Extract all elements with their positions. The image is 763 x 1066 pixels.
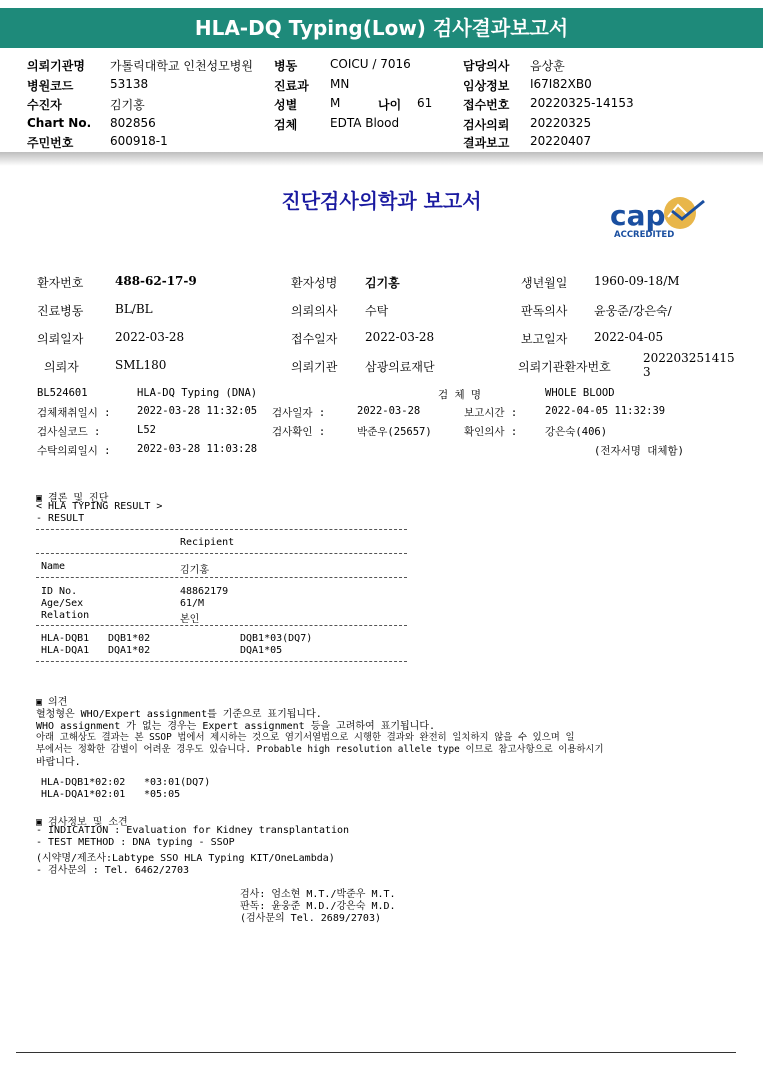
- test-code: BL524601: [37, 387, 88, 399]
- chart-no-value: 802856: [110, 116, 156, 130]
- table-divider: [36, 529, 407, 530]
- resident-no-label: 주민번호: [27, 136, 74, 150]
- reagent-line: (시약명/제조사:Labtype SSO HLA Typing KIT/OneLambda): [36, 853, 335, 864]
- id-value: 48862179: [180, 586, 229, 597]
- opinion-line: 혈청형은 WHO/Expert assignment를 기준으로 표기됩니다.: [36, 709, 322, 720]
- institution-value: 삼광의료재단: [365, 360, 435, 374]
- summary-divider: [0, 152, 763, 166]
- test-date-value: 2022-03-28: [357, 405, 421, 417]
- svg-text:ACCREDITED: ACCREDITED: [614, 230, 675, 240]
- report-header-bar: [0, 8, 763, 48]
- request-date-label: 의뢰일자: [37, 332, 84, 346]
- svg-text:cap: cap: [610, 199, 666, 232]
- table-divider: [36, 661, 407, 662]
- age-label: 나이: [378, 98, 402, 112]
- hr-dqa1: HLA-DQA1*02:01: [41, 789, 126, 800]
- hospital-code-value: 53138: [110, 77, 149, 91]
- specimen-label: 검체: [274, 118, 298, 132]
- recipient-header: Recipient: [180, 537, 235, 548]
- ward-value: COICU / 7016: [330, 57, 411, 71]
- opinion-line: WHO assignment 가 없는 경우는 Expert assignment 등을 고려하여 표기됩니다.: [36, 721, 436, 732]
- receipt-date-value: 2022-03-28: [365, 330, 435, 344]
- patient-value: 김기홍: [110, 98, 145, 112]
- ward-grid-value: BL/BL: [115, 302, 153, 316]
- confirm-value: 박준우(25657): [357, 426, 432, 438]
- relation-value: 본인: [180, 614, 200, 625]
- id-label: ID No.: [41, 586, 78, 597]
- collect-label: 검체채취일시 :: [37, 407, 111, 419]
- dqb1-allele-1: DQB1*02: [108, 633, 151, 644]
- commission-value: 2022-03-28 11:03:28: [137, 443, 258, 455]
- result-value: 20220407: [530, 134, 592, 148]
- request-label: 검사의뢰: [463, 118, 510, 132]
- hospital-value: 가톨릭대학교 인천성모병원: [110, 59, 253, 73]
- agesex-value: 61/M: [180, 598, 205, 609]
- clinical-value: I67I82XB0: [530, 77, 592, 91]
- chart-no-label: Chart No.: [27, 116, 92, 130]
- specimen-name-label: 검 체 명: [438, 389, 482, 401]
- relation-label: Relation: [41, 610, 90, 621]
- hr-dqa1-alt: *05:05: [144, 789, 181, 800]
- table-divider: [36, 553, 407, 554]
- confirm-doctor-label: 확인의사 :: [464, 426, 518, 438]
- agesex-label: Age/Sex: [41, 598, 84, 609]
- dob-value: 1960-09-18/M: [594, 274, 680, 288]
- report-header-title: HLA-DQ Typing(Low) 검사결과보고서: [194, 16, 569, 40]
- conclusion-subheading: < HLA TYPING RESULT >: [36, 501, 163, 512]
- specimen-value: EDTA Blood: [330, 116, 400, 130]
- confirm-doctor-value: 강은숙(406): [545, 426, 608, 438]
- details-heading: ▣ 검사정보 및 소견: [36, 817, 128, 828]
- dqa1-allele-1: DQA1*02: [108, 645, 151, 656]
- cap-accredited-logo: [610, 195, 710, 241]
- signature-reader: 판독: 윤웅준 M.D./강은숙 M.D.: [240, 901, 396, 912]
- inst-patient-no-label: 의뢰기관환자번호: [518, 360, 611, 374]
- request-value: 20220325: [530, 116, 592, 130]
- ward-label: 병동: [274, 59, 298, 73]
- hospital-code-label: 병원코드: [27, 79, 74, 93]
- doctor-label: 담당의사: [463, 59, 510, 73]
- inquiry-line: - 검사문의 : Tel. 6462/2703: [36, 865, 190, 876]
- specimen-name-value: WHOLE BLOOD: [545, 387, 615, 399]
- commission-label: 수탁의뢰일시 :: [37, 445, 111, 457]
- opinion-line: 부에서는 정확한 감별이 어려운 경우도 있습니다. Probable high resolution allele type 이므로 참고사항으로 이용하시기: [36, 744, 604, 755]
- hospital-label: 의뢰기관명: [27, 59, 85, 73]
- doctor-value: 음상훈: [530, 59, 565, 73]
- lab-code-value: L52: [137, 424, 156, 436]
- reader-value: 윤웅준/강은숙/: [594, 304, 672, 318]
- lab-code-label: 검사실코드 :: [37, 426, 101, 438]
- receipt-no-label: 접수번호: [463, 98, 510, 112]
- test-name: HLA-DQ Typing (DNA): [137, 387, 258, 399]
- receipt-date-label: 접수일자: [291, 332, 338, 346]
- reader-label: 판독의사: [521, 304, 568, 318]
- patient-name-value: 김기홍: [365, 276, 400, 290]
- dept-label: 진료과: [274, 79, 309, 93]
- dqa1-label: HLA-DQA1: [41, 645, 90, 656]
- report-date-label: 보고일자: [521, 332, 568, 346]
- conclusion-heading: ▣ 결론 및 진단: [36, 493, 109, 504]
- patient-label: 수진자: [27, 98, 62, 112]
- table-divider: [36, 577, 407, 578]
- dqb1-allele-2: DQB1*03(DQ7): [240, 633, 313, 644]
- receipt-no-value: 20220325-14153: [530, 96, 634, 110]
- report-time-value: 2022-04-05 11:32:39: [545, 405, 666, 417]
- signature-contact: (검사문의 Tel. 2689/2703): [240, 913, 381, 924]
- opinion-heading: ▣ 의견: [36, 697, 68, 708]
- dqa1-allele-2: DQA1*05: [240, 645, 283, 656]
- doctor-grid-value: 수탁: [365, 304, 389, 318]
- sex-label: 성별: [274, 98, 298, 112]
- patient-no-value: 488-62-17-9: [115, 274, 197, 288]
- hr-dqb1: HLA-DQB1*02:02: [41, 777, 126, 788]
- hr-dqb1-alt: *03:01(DQ7): [144, 777, 211, 788]
- requester-label: 의뢰자: [44, 360, 79, 374]
- age-value: 61: [417, 96, 433, 110]
- request-date-value: 2022-03-28: [115, 330, 185, 344]
- name-value: 김기홍: [180, 565, 209, 576]
- result-label: 결과보고: [463, 136, 510, 150]
- institution-label: 의뢰기관: [291, 360, 338, 374]
- opinion-line: 아래 고해상도 결과는 본 SSOP 법에서 제시하는 것으로 염기서열법으로 시행한 결과와 완전히 일치하지 않을 수 있으며 일: [36, 732, 575, 743]
- collect-value: 2022-03-28 11:32:05: [137, 405, 258, 417]
- clinical-label: 임상정보: [463, 79, 510, 93]
- inst-patient-no-line1: 202203251415: [643, 351, 735, 365]
- inst-patient-no-line2: 3: [643, 365, 651, 379]
- patient-no-label: 환자번호: [37, 276, 84, 290]
- signature-tester: 검사: 엄소현 M.T./박준우 M.T.: [240, 889, 396, 900]
- report-title: 진단검사의학과 보고서: [281, 189, 482, 213]
- sex-value: M: [330, 96, 341, 110]
- patient-name-label: 환자성명: [291, 276, 338, 290]
- dob-label: 생년월일: [521, 276, 568, 290]
- ward-grid-label: 진료병동: [37, 304, 84, 318]
- conclusion-result-label: - RESULT: [36, 513, 85, 524]
- dqb1-label: HLA-DQB1: [41, 633, 90, 644]
- table-divider: [36, 625, 407, 626]
- name-label: Name: [41, 561, 66, 572]
- doctor-grid-label: 의뢰의사: [291, 304, 338, 318]
- test-date-label: 검사일자 :: [272, 407, 326, 419]
- resident-no-value: 600918-1: [110, 134, 168, 148]
- report-time-label: 보고시간 :: [464, 407, 518, 419]
- opinion-line: 바랍니다.: [36, 757, 81, 768]
- esign-note: (전자서명 대체함): [594, 445, 684, 457]
- report-date-value: 2022-04-05: [594, 330, 664, 344]
- confirm-label: 검사확인 :: [272, 426, 326, 438]
- indication-line: - INDICATION : Evaluation for Kidney transplantation: [36, 825, 350, 836]
- method-line: - TEST METHOD : DNA typing - SSOP: [36, 837, 235, 848]
- dept-value: MN: [330, 77, 350, 91]
- footer-rule: [16, 1052, 736, 1053]
- requester-value: SML180: [115, 358, 167, 372]
